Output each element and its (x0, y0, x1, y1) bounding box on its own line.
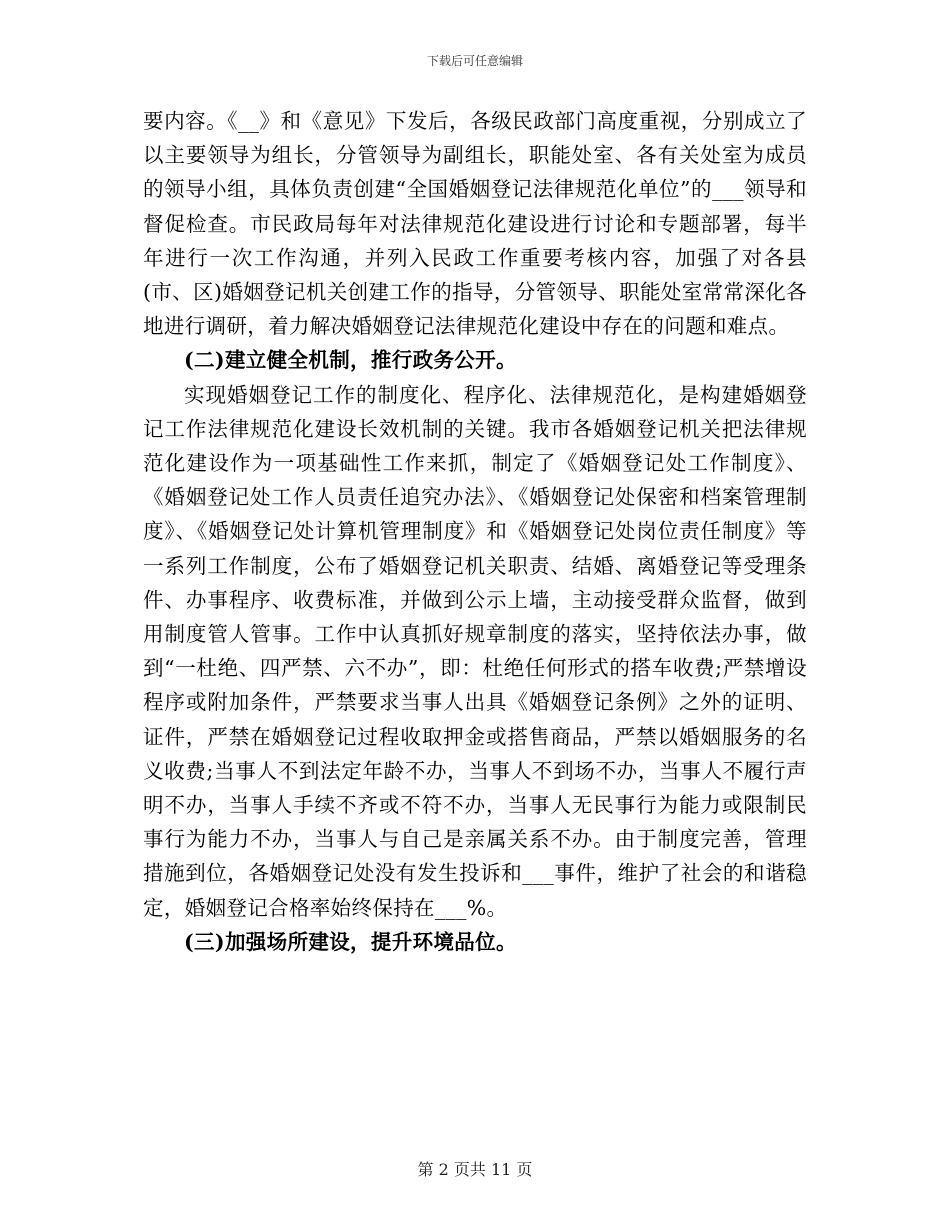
paragraph-continuation: 要内容。《__》和《意见》下发后，各级民政部门高度重视，分别成立了以主要领导为组长，分管领导为副组长，职能处室、各有关处室为成员的领导小组，具体负责创建“全国婚姻登记法律规范化单位”的___领导和督促检查。市民政局每年对法律规范化建设进行讨论和专题部署，每半年进行一次工作沟通，并列入民政工作重要考核内容，加强了对各县(市、区)婚姻登记机关创建工作的指导，分管领导、职能处室常常深化各地进行调研，着力解决婚姻登记法律规范化建设中存在的问题和难点。 (143, 109, 807, 339)
section-heading-3: (三)加强场所建设，提升环境品位。 (184, 929, 517, 954)
page-header: 下载后可任意编辑 (426, 54, 523, 68)
page-footer: 第 2 页共 11 页 (417, 1160, 533, 1179)
section-heading-2: (二)建立健全机制，推行政务公开。 (184, 348, 517, 373)
document-body (143, 104, 807, 959)
paragraph-mechanism: 实现婚姻登记工作的制度化、程序化、法律规范化，是构建婚姻登记工作法律规范化建设长效机制的关键。我市各婚姻登记机关把法律规范化建设作为一项基础性工作来抓，制定了《婚姻登记处工作制度》、《婚姻登记处工作人员责任追究办法》、《婚姻登记处保密和档案管理制度》、《婚姻登记处计算机管理制度》和《婚姻登记处岗位责任制度》等一系列工作制度，公布了婚姻登记机关职责、结婚、离婚登记等受理条件、办事程序、收费标准，并做到公示上墙，主动接受群众监督，做到用制度管人管事。工作中认真抓好规章制度的落实，坚持依法办事，做到“一杜绝、四严禁、六不办”，即：杜绝任何形式的搭车收费;严禁增设程序或附加条件，严禁要求当事人出具《婚姻登记条例》之外的证明、证件，严禁在婚姻登记过程收取押金或搭售商品，严禁以婚姻服务的名义收费;当事人不到法定年龄不办，当事人不到场不办，当事人不履行声明不办，当事人手续不齐或不符不办，当事人无民事行为能力或限制民事行为能力不办，当事人与自己是亲属关系不办。由于制度完善，管理措施到位，各婚姻登记处没有发生投诉和___事件，维护了社会的和谐稳定，婚姻登记合格率始终保持在___%。 (143, 382, 807, 920)
